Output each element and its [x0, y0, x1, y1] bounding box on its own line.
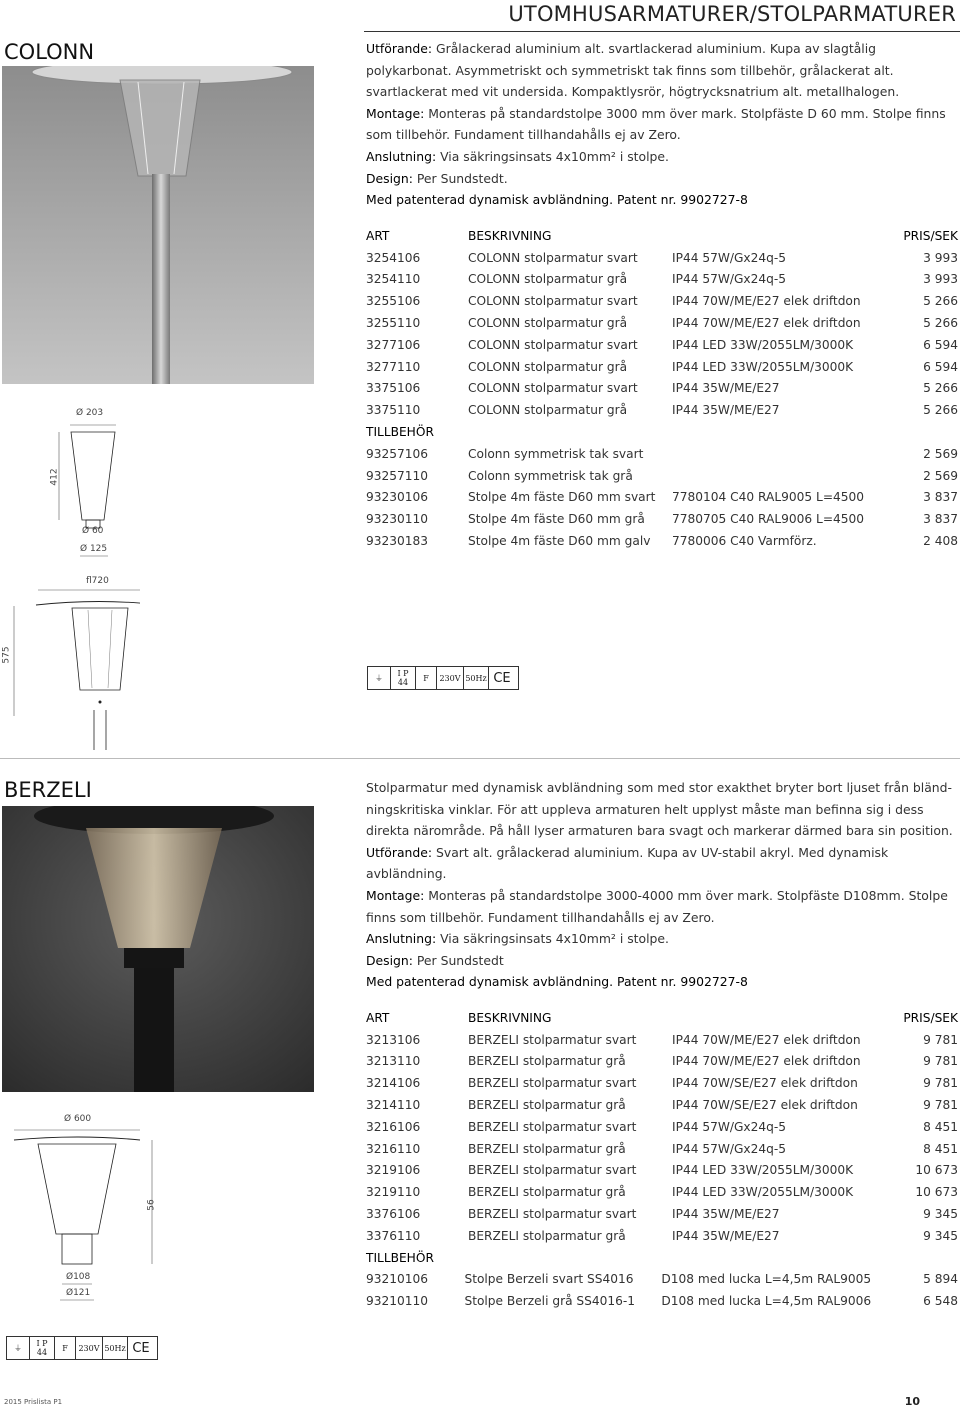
- spec-cell: IP44 57W/Gx24q-5: [672, 1119, 787, 1134]
- art-cell: 3277110: [366, 359, 421, 374]
- description-cell: COLONN stolparmatur grå: [468, 272, 628, 287]
- art-cell: 93230110: [366, 512, 429, 527]
- colonn-montage-text: Monteras på standardstolpe 3000 mm över mark. Stolpfäste D 60 mm. Stolpe finns som tillbehör. Fundament tillhandahålls ej av Zero.: [366, 105, 946, 143]
- spec-cell: 7780104 C40 RAL9005 L=4500: [672, 490, 865, 505]
- f-mark-icon: F: [55, 1337, 76, 1359]
- price-cell: 9 781: [923, 1076, 958, 1091]
- price-cell: 8 451: [923, 1119, 958, 1134]
- description-cell: BERZELI stolparmatur grå: [468, 1098, 626, 1113]
- voltage-label: 230V: [76, 1337, 103, 1359]
- price-cell: 6 548: [923, 1294, 958, 1309]
- spec-cell: 7780006 C40 Varmförz.: [672, 534, 817, 549]
- description-cell: Stolpe Berzeli svart SS4016: [464, 1272, 634, 1287]
- ce-mark-icon: CE: [493, 670, 511, 686]
- table-row: [366, 378, 958, 400]
- art-cell: 93230106: [366, 490, 429, 505]
- art-cell: 3255106: [366, 294, 421, 309]
- table-row: [366, 1181, 958, 1203]
- ce-mark-icon: CE: [132, 1340, 150, 1356]
- table-row: [366, 1160, 958, 1182]
- table-row: [366, 1029, 958, 1051]
- art-cell: 3216110: [366, 1141, 421, 1156]
- price-cell: 3 993: [923, 272, 958, 287]
- description-cell: BERZELI stolparmatur svart: [468, 1032, 637, 1047]
- col-header-art: ART: [366, 228, 390, 243]
- spec-cell: IP44 35W/ME/E27: [672, 1228, 780, 1243]
- price-cell: 2 569: [923, 446, 958, 461]
- description-cell: BERZELI stolparmatur svart: [468, 1119, 637, 1134]
- footer-catalog-label: 2015 Prislista P1: [4, 1398, 63, 1406]
- berzeli-table-header: [366, 1007, 958, 1029]
- colonn-rows: [366, 247, 958, 421]
- colonn-description: [366, 38, 960, 211]
- colonn-table-header: [366, 225, 958, 247]
- table-row: [366, 1290, 958, 1312]
- ip-rating-icon: I P 44: [30, 1337, 55, 1359]
- table-row: [366, 1116, 958, 1138]
- colonn-montage-label: Montage:: [366, 105, 425, 121]
- col-header-pris: PRIS/SEK: [903, 228, 958, 243]
- header-rule: [364, 31, 960, 32]
- frequency-label: 50Hz: [103, 1337, 128, 1359]
- berzeli-description: [366, 777, 960, 993]
- description-cell: Stolpe 4m fäste D60 mm svart: [468, 490, 656, 505]
- art-cell: 3219106: [366, 1163, 421, 1178]
- art-cell: 93210106: [366, 1272, 429, 1287]
- colonn-dim-total-height: 575: [1, 646, 12, 664]
- footer-page-number: 10: [904, 1395, 920, 1408]
- spec-cell: IP44 70W/ME/E27 elek driftdon: [672, 316, 861, 331]
- description-cell: Colonn symmetrisk tak grå: [468, 468, 633, 483]
- berzeli-montage-label: Montage:: [366, 887, 425, 903]
- table-row: [366, 1203, 958, 1225]
- art-cell: 3255110: [366, 316, 421, 331]
- berzeli-price-table: [366, 1007, 958, 1312]
- description-cell: COLONN stolparmatur svart: [468, 337, 638, 352]
- price-cell: 6 594: [923, 337, 958, 352]
- colonn-anslutning-text: Via säkringsinsats 4x10mm² i stolpe.: [436, 148, 669, 164]
- colonn-price-table: [366, 225, 958, 552]
- table-row: [366, 443, 958, 465]
- colonn-title: COLONN: [4, 40, 95, 64]
- berzeli-utforande-label: Utförande:: [366, 844, 433, 860]
- description-cell: Stolpe 4m fäste D60 mm galv: [468, 534, 651, 549]
- description-cell: COLONN stolparmatur svart: [468, 250, 638, 265]
- berzeli-intro: Stolparmatur med dynamisk avbländning som med stor exakthet bryter bort ljuset från bländ-ningskritiska vinklar. För att uppleva armaturen helt upplyst måste man befinna sig i dess direkta närområde. På håll lyser armaturen bara svagt och markerar därmed bara sin position.: [366, 780, 953, 839]
- frequency-label: 50Hz: [464, 667, 489, 689]
- table-row: [366, 487, 958, 509]
- art-cell: 3277106: [366, 337, 421, 352]
- table-row: [366, 247, 958, 269]
- berzeli-montage-text: Monteras på standardstolpe 3000-4000 mm över mark. Stolpfäste D108mm. Stolpe finns som tillbehör. Fundament tillhandahålls ej av Zero.: [366, 887, 948, 925]
- spec-cell: IP44 70W/SE/E27 elek driftdon: [672, 1076, 858, 1091]
- table-row: [366, 508, 958, 530]
- price-cell: 9 345: [923, 1228, 958, 1243]
- spec-cell: D108 med lucka L=4,5m RAL9006: [661, 1294, 872, 1309]
- description-cell: BERZELI stolparmatur grå: [468, 1054, 626, 1069]
- art-cell: 93257106: [366, 446, 429, 461]
- berzeli-accessories-label: TILLBEHÖR: [366, 1250, 434, 1265]
- spec-cell: IP44 57W/Gx24q-5: [672, 1141, 787, 1156]
- spec-cell: IP44 LED 33W/2055LM/3000K: [672, 1185, 854, 1200]
- table-row: [366, 312, 958, 334]
- colonn-design-label: Design:: [366, 170, 413, 186]
- berzeli-product-photo: [2, 806, 314, 1092]
- price-cell: 9 781: [923, 1098, 958, 1113]
- price-cell: 8 451: [923, 1141, 958, 1156]
- berzeli-patent: Med patenterad dynamisk avbländning. Patent nr. 9902727-8: [366, 974, 748, 990]
- price-cell: 2 408: [923, 534, 958, 549]
- colonn-product-photo: [2, 66, 314, 384]
- spec-cell: IP44 70W/ME/E27 elek driftdon: [672, 1054, 861, 1069]
- col-header-pris: PRIS/SEK: [903, 1010, 958, 1025]
- colonn-dimension-drawing: [2, 392, 142, 567]
- spec-cell: IP44 70W/SE/E27 elek driftdon: [672, 1098, 858, 1113]
- art-cell: 93257110: [366, 468, 429, 483]
- berzeli-dim-base: Ø121: [66, 1288, 91, 1298]
- table-row: [366, 334, 958, 356]
- art-cell: 3213106: [366, 1032, 421, 1047]
- art-cell: 3376110: [366, 1228, 421, 1243]
- art-cell: 3376106: [366, 1207, 421, 1222]
- description-cell: BERZELI stolparmatur grå: [468, 1141, 626, 1156]
- berzeli-accessory-rows: [366, 1269, 958, 1313]
- colonn-patent: Med patenterad dynamisk avbländning. Patent nr. 9902727-8: [366, 192, 748, 208]
- spec-cell: IP44 LED 33W/2055LM/3000K: [672, 359, 854, 374]
- colonn-dim-top: Ø 203: [76, 408, 104, 418]
- table-row: [366, 530, 958, 552]
- berzeli-design-text: Per Sundstedt: [412, 952, 504, 968]
- table-row: [366, 1072, 958, 1094]
- ip-rating-icon: I P 44: [391, 667, 416, 689]
- price-cell: 2 569: [923, 468, 958, 483]
- colonn-certification-marks: [367, 666, 519, 690]
- price-cell: 9 345: [923, 1207, 958, 1222]
- berzeli-dim-top: Ø 600: [64, 1114, 92, 1124]
- art-cell: 3213110: [366, 1054, 421, 1069]
- colonn-utforande-label: Utförande:: [366, 41, 433, 56]
- spec-cell: 7780705 C40 RAL9006 L=4500: [672, 512, 865, 527]
- art-cell: 3375110: [366, 403, 421, 418]
- spec-cell: IP44 57W/Gx24q-5: [672, 250, 787, 265]
- colonn-dim-base: Ø 125: [80, 544, 108, 554]
- price-cell: 5 894: [923, 1272, 958, 1287]
- table-row: [366, 290, 958, 312]
- price-cell: 9 781: [923, 1054, 958, 1069]
- description-cell: COLONN stolparmatur svart: [468, 294, 638, 309]
- price-cell: 5 266: [923, 403, 958, 418]
- description-cell: BERZELI stolparmatur svart: [468, 1076, 637, 1091]
- berzeli-dimension-drawing: [0, 1100, 180, 1305]
- price-cell: 6 594: [923, 359, 958, 374]
- spec-cell: IP44 57W/Gx24q-5: [672, 272, 787, 287]
- spec-cell: IP44 LED 33W/2055LM/3000K: [672, 337, 854, 352]
- price-cell: 9 781: [923, 1032, 958, 1047]
- art-cell: 3219110: [366, 1185, 421, 1200]
- col-header-art: ART: [366, 1010, 390, 1025]
- page-header-title: UTOMHUSARMATURER/STOLPARMATURER: [508, 2, 956, 26]
- berzeli-dim-height: 56: [146, 1199, 157, 1211]
- art-cell: 3254110: [366, 272, 421, 287]
- description-cell: Stolpe Berzeli grå SS4016-1: [464, 1294, 636, 1309]
- table-row: [366, 1051, 958, 1073]
- colonn-utforande-text: Grålackerad aluminium alt. svartlackerad aluminium. Kupa av slagtålig polykarbonat. Asymmetriskt och symmetriskt tak finns som tillbehör, grålackerat alt. svartlackerat med vit undersida. Kompaktlysrör, högtrycksnatrium alt. metallhalogen.: [366, 41, 900, 100]
- spec-cell: IP44 70W/ME/E27 elek driftdon: [672, 294, 861, 309]
- berzeli-rows: [366, 1029, 958, 1247]
- berzeli-anslutning-text: Via säkringsinsats 4x10mm² i stolpe.: [436, 931, 669, 947]
- spec-cell: IP44 LED 33W/2055LM/3000K: [672, 1163, 854, 1178]
- spec-cell: IP44 35W/ME/E27: [672, 403, 780, 418]
- section-separator: [0, 758, 960, 759]
- table-row: [366, 269, 958, 291]
- berzeli-design-label: Design:: [366, 952, 413, 968]
- description-cell: Colonn symmetrisk tak svart: [468, 446, 644, 461]
- spec-cell: D108 med lucka L=4,5m RAL9005: [661, 1272, 872, 1287]
- col-header-beskrivning: BESKRIVNING: [468, 228, 552, 243]
- colonn-anslutning-label: Anslutning:: [366, 148, 437, 164]
- colonn-dim-shade-width: fl720: [86, 576, 109, 586]
- price-cell: 3 993: [923, 250, 958, 265]
- spec-cell: IP44 70W/ME/E27 elek driftdon: [672, 1032, 861, 1047]
- price-cell: 10 673: [915, 1163, 958, 1178]
- colonn-design-text: Per Sundstedt.: [412, 170, 508, 186]
- ground-symbol-icon: ⏚: [7, 1337, 30, 1359]
- table-row: [366, 1269, 958, 1291]
- price-cell: 5 266: [923, 316, 958, 331]
- price-cell: 3 837: [923, 512, 958, 527]
- berzeli-utforande-text: Svart alt. grålackerad aluminium. Kupa av UV-stabil akryl. Med dynamisk avbländning.: [366, 844, 889, 882]
- berzeli-certification-marks: [6, 1336, 158, 1360]
- art-cell: 3254106: [366, 250, 421, 265]
- berzeli-anslutning-label: Anslutning:: [366, 931, 437, 947]
- art-cell: 3214106: [366, 1076, 421, 1091]
- colonn-side-drawing: [0, 570, 140, 750]
- spec-cell: IP44 35W/ME/E27: [672, 381, 780, 396]
- spec-cell: IP44 35W/ME/E27: [672, 1207, 780, 1222]
- price-cell: 3 837: [923, 490, 958, 505]
- table-row: [366, 1094, 958, 1116]
- ground-symbol-icon: ⏚: [368, 667, 391, 689]
- art-cell: 3216106: [366, 1119, 421, 1134]
- table-row: [366, 1138, 958, 1160]
- voltage-label: 230V: [437, 667, 464, 689]
- description-cell: Stolpe 4m fäste D60 mm grå: [468, 512, 645, 527]
- col-header-beskrivning: BESKRIVNING: [468, 1010, 552, 1025]
- art-cell: 93210110: [366, 1294, 429, 1309]
- price-cell: 10 673: [915, 1185, 958, 1200]
- berzeli-title: BERZELI: [4, 778, 92, 802]
- price-cell: 5 266: [923, 381, 958, 396]
- art-cell: 3375106: [366, 381, 421, 396]
- colonn-accessories-label: TILLBEHÖR: [366, 425, 434, 440]
- colonn-dim-bottom: Ø 60: [82, 526, 104, 536]
- table-row: [366, 356, 958, 378]
- table-row: [366, 399, 958, 421]
- f-mark-icon: F: [416, 667, 437, 689]
- colonn-dim-height: 412: [49, 468, 60, 486]
- art-cell: 93230183: [366, 534, 429, 549]
- description-cell: COLONN stolparmatur grå: [468, 359, 628, 374]
- description-cell: BERZELI stolparmatur svart: [468, 1163, 637, 1178]
- description-cell: COLONN stolparmatur grå: [468, 316, 628, 331]
- description-cell: COLONN stolparmatur grå: [468, 403, 628, 418]
- table-row: [366, 1225, 958, 1247]
- colonn-accessory-rows: [366, 443, 958, 552]
- description-cell: BERZELI stolparmatur svart: [468, 1207, 637, 1222]
- berzeli-dim-bottom: Ø108: [66, 1272, 91, 1282]
- table-row: [366, 465, 958, 487]
- description-cell: BERZELI stolparmatur grå: [468, 1185, 626, 1200]
- description-cell: BERZELI stolparmatur grå: [468, 1228, 626, 1243]
- price-cell: 5 266: [923, 294, 958, 309]
- art-cell: 3214110: [366, 1098, 421, 1113]
- description-cell: COLONN stolparmatur svart: [468, 381, 638, 396]
